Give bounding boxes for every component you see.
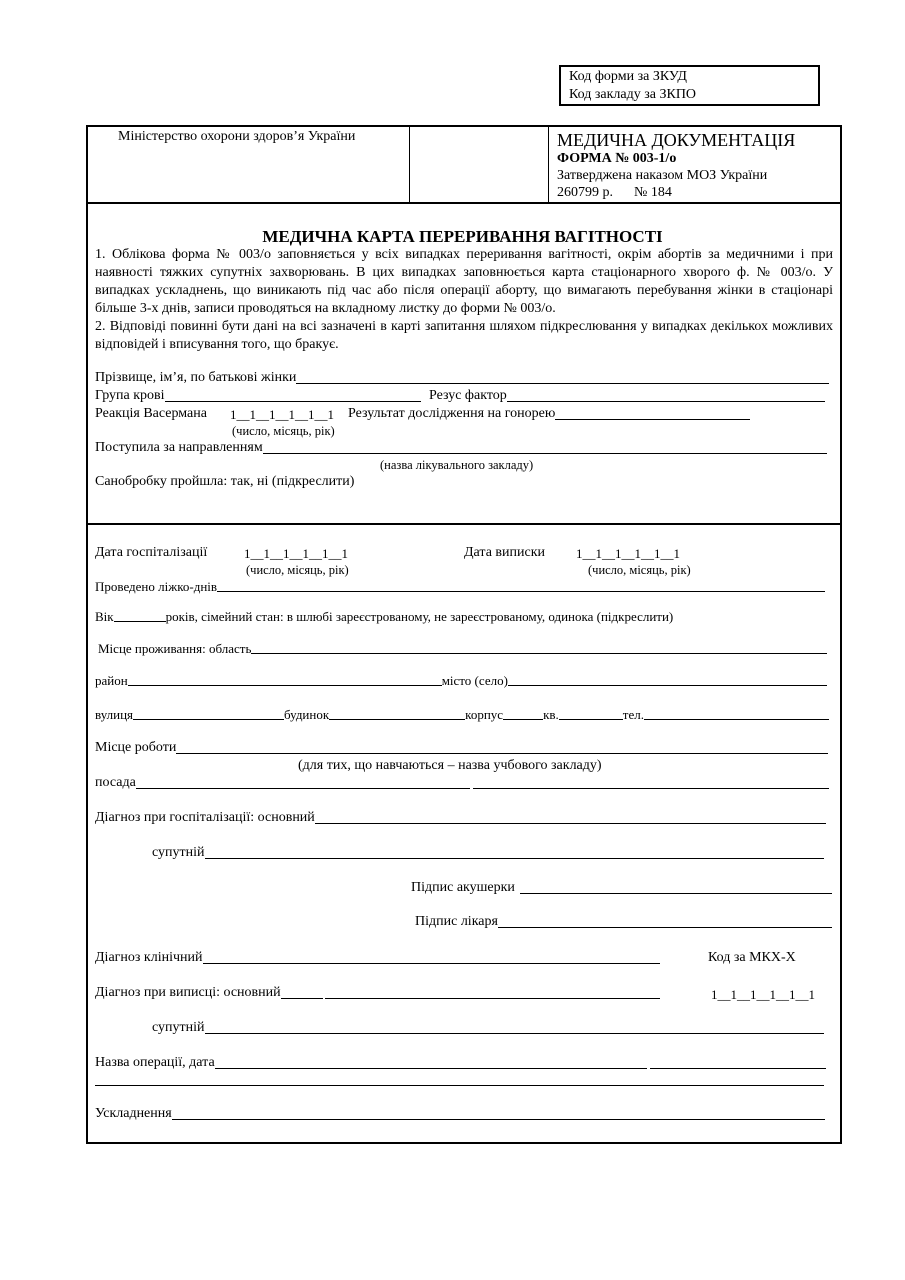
phone-input[interactable]	[644, 719, 829, 720]
header-divider	[86, 202, 842, 204]
header-col-divider-1	[409, 127, 410, 202]
discharge-date-hint: (число, місяць, рік)	[588, 563, 691, 577]
page-title: МЕДИЧНА КАРТА ПЕРЕРИВАННЯ ВАГІТНОСТІ	[262, 227, 663, 246]
doctor-signature-field[interactable]	[415, 914, 832, 930]
bed-days-field[interactable]	[95, 578, 825, 594]
operation-field[interactable]	[95, 1055, 826, 1071]
ministry-name: Міністерство охорони здоров’я України	[118, 129, 356, 144]
icd-code-boxes[interactable]: 1__1__1__1__1__1	[711, 987, 815, 1002]
form-code-box	[559, 65, 820, 106]
hospitalization-date-label: Дата госпіталізації	[95, 545, 208, 560]
clinical-diagnosis-label: Діагноз клінічний	[95, 950, 203, 965]
discharge-diagnosis-label: Діагноз при виписці: основний	[95, 985, 281, 1000]
blood-group-label: Група крові	[95, 388, 165, 403]
approval-date: 260799 р.	[557, 185, 613, 200]
city-label: місто (село)	[441, 673, 508, 688]
midwife-signature-label: Підпис акушерки	[411, 880, 515, 895]
referral-label: Поступила за направленням	[95, 440, 263, 455]
bed-days-label: Проведено ліжко-днів	[95, 579, 218, 594]
apartment-label: кв.	[543, 707, 559, 722]
position-label: посада	[95, 775, 136, 790]
admission-diagnosis-field[interactable]	[95, 810, 826, 826]
icd-code-label: Код за МКХ-Х	[708, 950, 796, 965]
admission-concomitant-label: супутній	[152, 845, 205, 860]
district-label: район	[95, 673, 128, 688]
zkud-code-label: Код форми за ЗКУД	[569, 69, 687, 84]
hospitalization-date-boxes[interactable]: 1__1__1__1__1__1	[244, 546, 348, 561]
district-city-field[interactable]	[95, 672, 827, 688]
referral-hint: (назва лікувального закладу)	[380, 458, 534, 472]
workplace-hint: (для тих, що навчаються – назва учбового закладу)	[298, 758, 602, 773]
wasserman-date-hint: (число, місяць, рік)	[232, 424, 335, 438]
operation-continuation-line[interactable]	[95, 1085, 824, 1086]
discharge-date-boxes[interactable]: 1__1__1__1__1__1	[576, 546, 680, 561]
house-label: будинок	[284, 707, 330, 722]
complications-label: Ускладнення	[95, 1106, 172, 1121]
workplace-label: Місце роботи	[95, 740, 177, 755]
complications-field[interactable]	[95, 1106, 825, 1122]
doc-type-title: МЕДИЧНА ДОКУМЕНТАЦІЯ	[557, 130, 796, 150]
wasserman-date-boxes[interactable]: 1__1__1__1__1__1	[230, 407, 334, 422]
operation-name-input[interactable]	[215, 1068, 647, 1069]
residence-region-label: Місце проживання: область	[98, 641, 252, 656]
city-input[interactable]	[508, 685, 827, 686]
street-input[interactable]	[133, 719, 284, 720]
gonorrhea-result-field[interactable]	[348, 406, 750, 422]
header-col-divider-2	[548, 127, 549, 202]
approval-order-number: № 184	[634, 185, 672, 200]
admission-concomitant-field[interactable]	[152, 845, 824, 861]
section-divider	[86, 523, 842, 525]
age-label: Вік	[95, 609, 114, 624]
position-field[interactable]	[95, 775, 829, 791]
discharge-diagnosis-field[interactable]	[95, 985, 660, 1001]
rh-factor-field[interactable]	[429, 388, 825, 404]
admission-diagnosis-label: Діагноз при госпіталізації: основний	[95, 810, 315, 825]
residence-region-field[interactable]	[98, 640, 827, 656]
address-field[interactable]	[95, 706, 829, 722]
wasserman-label: Реакція Васермана	[95, 406, 207, 421]
hospitalization-date-hint: (число, місяць, рік)	[246, 563, 349, 577]
building-label: корпус	[465, 707, 504, 722]
sanitization-question[interactable]: Санобробку пройшла: так, ні (підкреслити)	[95, 474, 355, 489]
district-input[interactable]	[128, 685, 442, 686]
midwife-signature-field[interactable]	[411, 880, 832, 896]
phone-label: тел.	[622, 707, 644, 722]
operation-date-input[interactable]	[650, 1068, 826, 1069]
instruction-2: 2. Відповіді повинні бути дані на всі зазначені в карті запитання шляхом підкреслювання у випадках декількох можливих відповідей і вписування того, що бракує.	[95, 319, 833, 352]
doctor-signature-label: Підпис лікаря	[415, 914, 498, 929]
discharge-concomitant-field[interactable]	[152, 1020, 824, 1036]
apartment-input[interactable]	[559, 719, 623, 720]
street-label: вулиця	[95, 707, 134, 722]
age-input[interactable]	[114, 621, 166, 622]
house-input[interactable]	[329, 719, 465, 720]
discharge-date-label: Дата виписки	[464, 545, 545, 560]
rh-factor-label: Резус фактор	[429, 388, 507, 403]
marital-status-options[interactable]: років, сімейний стан: в шлюбі зареєстрованому, не зареєстрованому, одинока (підкреслити)	[165, 609, 674, 624]
approval-text: Затверджена наказом МОЗ України	[557, 168, 768, 183]
clinical-diagnosis-field[interactable]	[95, 950, 660, 966]
instruction-1: 1. Облікова форма № 003/о заповняється у всіх випадках переривання вагітності, окрім абортів за медичними і при наявності тяжких супутніх захворювань. В цих випадках заповнюється карта стаціонарного хворого ф. № 003/о. У випадках ускладнень, що виникають під час або після операції аборту, що вимагають перебування жінки в стаціонарі більше 3-х днів, записи проводяться на вкладному листку до форми № 003/о.	[95, 247, 833, 316]
form-number: ФОРМА № 003-1/о	[557, 151, 677, 166]
blood-group-field[interactable]	[95, 388, 421, 404]
age-marital-field[interactable]	[95, 608, 835, 624]
discharge-concomitant-label: супутній	[152, 1020, 205, 1035]
operation-label: Назва операції, дата	[95, 1055, 215, 1070]
zkpo-code-label: Код закладу за ЗКПО	[569, 87, 697, 102]
gonorrhea-label: Результат дослідження на гонорею	[348, 406, 556, 421]
workplace-field[interactable]	[95, 740, 828, 756]
referral-field[interactable]	[95, 440, 827, 456]
building-input[interactable]	[503, 719, 543, 720]
full-name-label: Прізвище, ім’я, по батькові жінки	[95, 370, 297, 385]
full-name-field[interactable]	[95, 370, 829, 386]
